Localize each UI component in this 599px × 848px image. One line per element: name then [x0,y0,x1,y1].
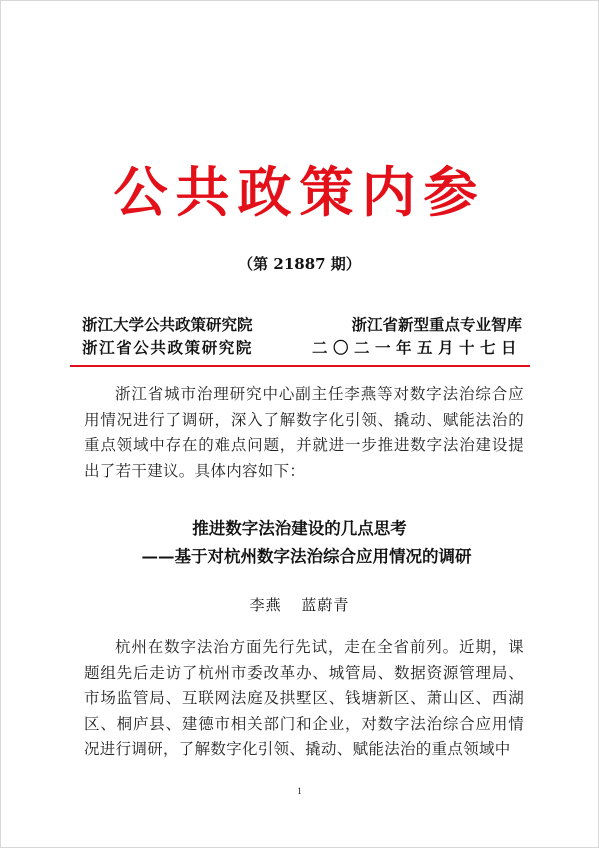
article-title: 推进数字法治建设的几点思考 [192,519,407,538]
publication-date: 二〇二一年五月十七日 [311,338,522,357]
publisher-right-line-1: 浙江省新型重点专业智库 [351,315,522,334]
intro-paragraph: 浙江省城市治理研究中心副主任李燕等对数字法治综合应用情况进行了调研，深入了解数字化引领、撬动、赋能法治的重点领域中存在的难点问题，并就进一步推进数字法治建设提出了若干建议。具体内容如下： [84,385,524,480]
header-divider [70,365,530,367]
article-heading [0,515,599,571]
publisher-left-line-2: 浙江省公共政策研究院 [82,338,254,357]
publisher-row-2 [82,336,522,358]
article-authors [0,594,599,615]
publisher-row-1 [82,313,522,335]
publisher-left-line-1: 浙江大学公共政策研究院 [82,315,253,334]
issue-number: （第 21887 期） [238,255,361,273]
masthead-title: 公共政策内参 [113,160,486,224]
article-subtitle: ——基于对杭州数字法治综合应用情况的调研 [141,547,472,566]
author-name: 蓝蔚青 [301,596,350,614]
author-name: 李燕 [249,596,282,614]
page-number: 1 [297,786,302,796]
body-paragraph: 杭州在数字法治方面先行先试，走在全省前列。近期，课题组先后走访了杭州市委改革办、城管局、数据资源管理局、市场监管局、互联网法庭及拱墅区、钱塘新区、萧山区、西湖区、桐庐县、建德市相关部门和企业，对数字法治综合应用情况进行调研，了解数字化引领、撬动、赋能法治的重点领域中 [84,638,524,758]
